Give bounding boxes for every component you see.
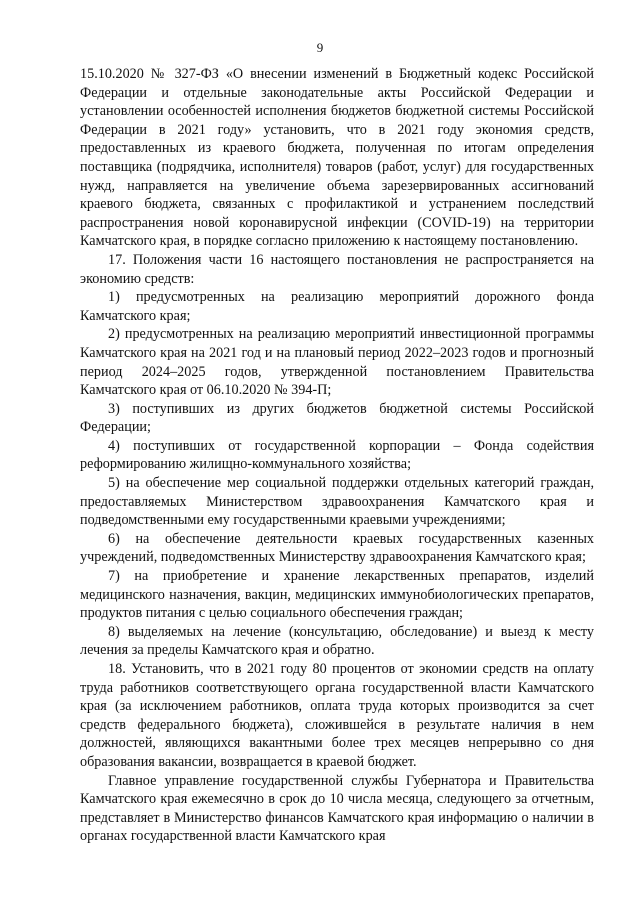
paragraph-18-continued: Главное управление государственной службы Губернатора и Правительства Камчатского края ежемесячно в срок до 10 числа месяца, следующего за отчетным, представляет в Министерство финансов Камчатского края информацию о наличии в органах государственной власти Камчатского края (80, 772, 594, 845)
paragraph-17-item-6: 6) на обеспечение деятельности краевых государственных казенных учреждений, подведомственных Министерству здравоохранения Камчатского края; (80, 530, 594, 566)
paragraph-17-item-3: 3) поступивших из других бюджетов бюджетной системы Российской Федерации; (80, 400, 594, 436)
paragraph-17: 17. Положения части 16 настоящего постановления не распространяется на экономию средств: (80, 251, 594, 287)
document-body (80, 65, 594, 846)
page-number: 9 (316, 40, 324, 55)
paragraph-17-item-5: 5) на обеспечение мер социальной поддержки отдельных категорий граждан, предоставляемых Министерством здравоохранения Камчатского края и подведомственными ему государственными краевыми учреждениями; (80, 475, 594, 529)
paragraph-17-item-4: 4) поступивших от государственной корпорации – Фонда содействия реформированию жилищно-коммунального хозяйства; (80, 437, 594, 473)
paragraph-17-item-2: 2) предусмотренных на реализацию мероприятий инвестиционной программы Камчатского края на 2021 год и на плановый период 2022–2023 годов и прогнозный период 2024–2025 годов, утвержденной постановлением Правительства Камчатского края от 06.10.2020 № 394-П; (80, 326, 594, 399)
paragraph-17-item-1: 1) предусмотренных на реализацию мероприятий дорожного фонда Камчатского края; (80, 289, 594, 324)
paragraph-17-item-7: 7) на приобретение и хранение лекарственных препаратов, изделий медицинского назначения, вакцин, медицинских иммунобиологических препаратов, продуктов питания с целью социального обеспечения граждан; (80, 568, 594, 622)
paragraph-17-item-8: 8) выделяемых на лечение (консультацию, обследование) и выезд к месту лечения за пределы Камчатского края и обратно. (80, 623, 594, 659)
paragraph-16-continuation: 15.10.2020 № 327-ФЗ «О внесении изменений в Бюджетный кодекс Российской Федерации и отдельные законодательные акты Российской Федерации и установлении особенностей исполнения бюджетов бюджетной системы Российской Федерации в 2021 году» установить, что в 2021 году экономия средств, предоставленных из краевого бюджета, полученная по итогам определения поставщика (подрядчика, исполнителя) товаров (работ, услуг) для государственных нужд, направляется на увеличение объема зарезервированных ассигнований краевого бюджета, связанных с профилактикой и устранением последствий распространения новой коронавирусной инфекции (COVID-19) на территории Камчатского края, в порядке согласно приложению к настоящему постановлению. (80, 66, 594, 250)
paragraph-18: 18. Установить, что в 2021 году 80 процентов от экономии средств на оплату труда работников соответствующего органа государственной власти Камчатского края (за исключением работников, оплата труда которых производится за счет средств федерального бюджета), сложившейся в результате наличия в нем должностей, являющихся вакантными более трех месяцев непрерывно со дня образования вакансии, возвращается в краевой бюджет. (80, 661, 594, 770)
